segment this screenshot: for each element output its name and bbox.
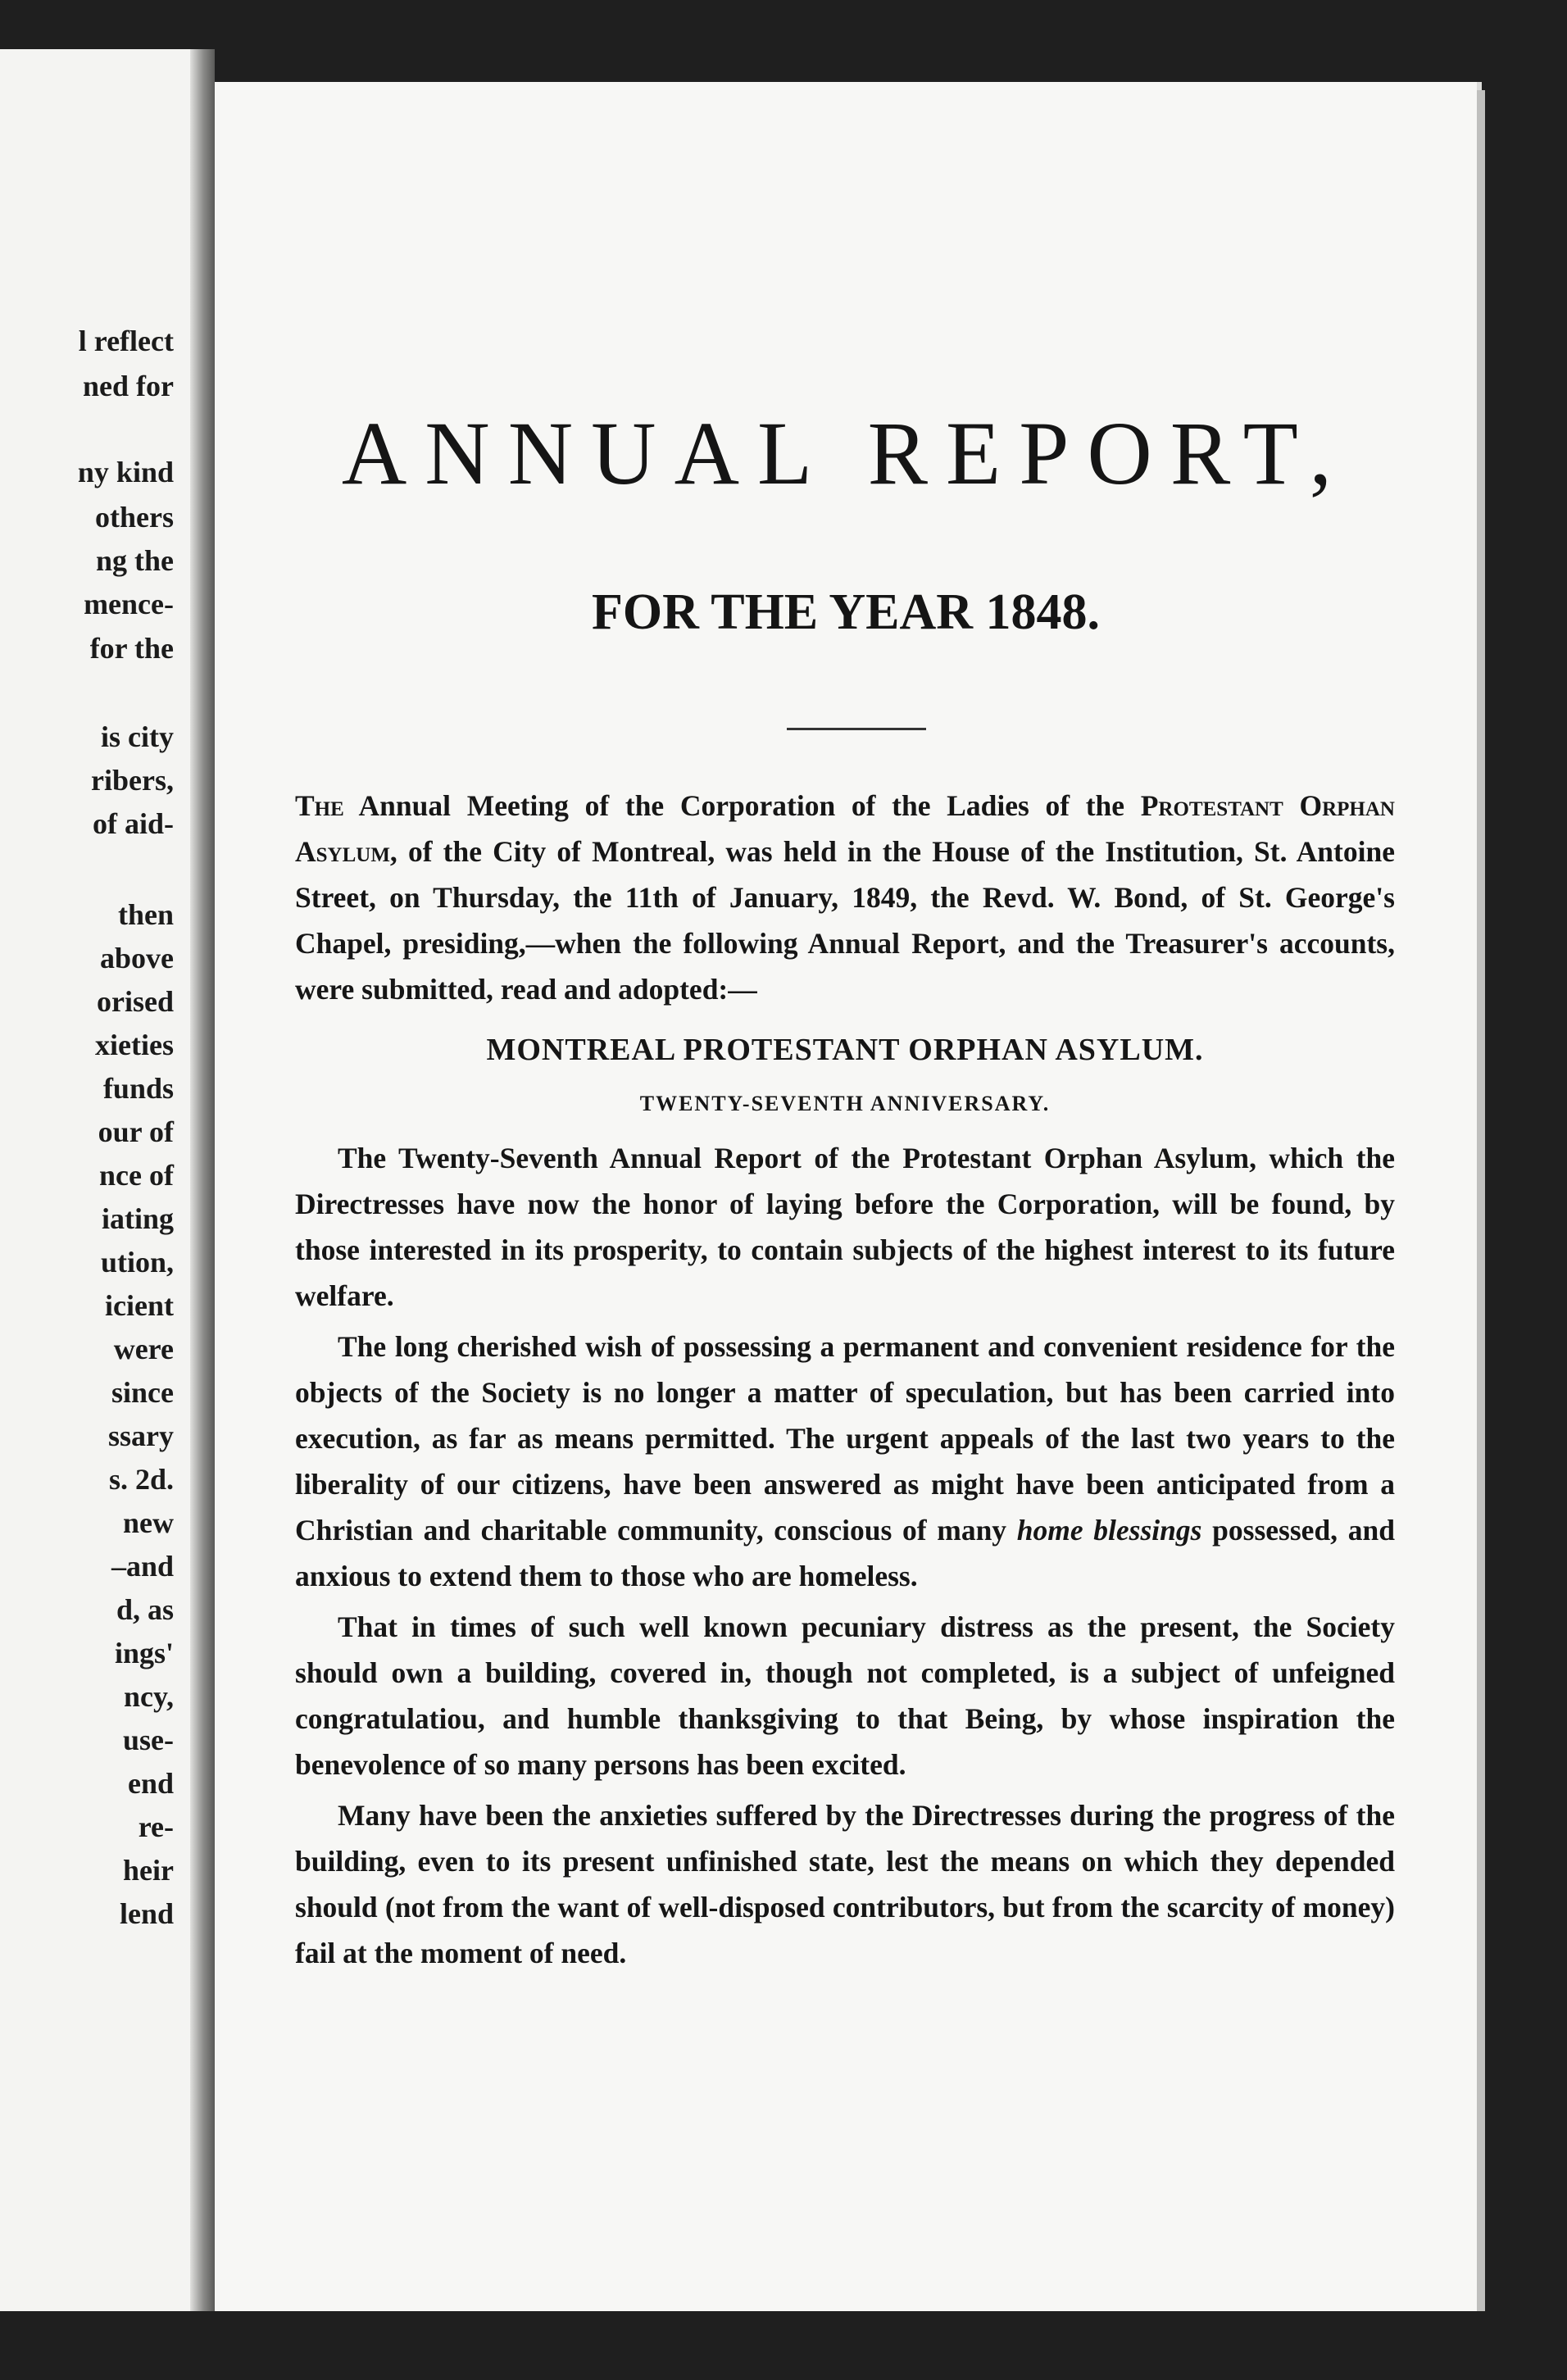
left-fragment: since — [111, 1376, 174, 1409]
paragraph-3: That in times of such well known pecuniary distress as the present, the Society should own a building, covered in, though not completed, is a subject of unfeigned congratulatiou, and humble thanksgiving to that Being, by whose inspiration the benevolence of so many persons has been excited. — [295, 1610, 1395, 1781]
left-fragment: iating — [101, 1202, 174, 1235]
section-subheading: TWENTY-SEVENTH ANNIVERSARY. — [639, 1092, 1051, 1115]
left-fragment: use- — [123, 1724, 174, 1756]
left-fragment: ribers, — [91, 764, 174, 797]
book-gutter — [190, 49, 215, 2311]
left-fragment: ng the — [95, 544, 174, 577]
left-fragment: our of — [98, 1115, 174, 1148]
left-fragment: were — [113, 1333, 174, 1365]
paragraph-4: Many have been the anxieties suffered by the Directresses during the progress of the building, even to its present unfinished state, lest the means on which they depended should (not from the want of well-disposed contributors, but from the scarcity of money) fail at the moment of need. — [295, 1799, 1395, 1969]
left-fragment: ny kind — [77, 456, 174, 488]
left-fragment: above — [100, 942, 174, 974]
intro-the: The — [295, 789, 344, 822]
left-fragment: s. 2d. — [108, 1463, 174, 1496]
left-fragment: d, as — [116, 1593, 174, 1626]
report-body — [295, 783, 1395, 1981]
left-fragment: –and — [111, 1550, 174, 1583]
left-fragment: funds — [102, 1072, 174, 1105]
left-fragment: end — [127, 1767, 174, 1800]
left-fragment: ned for — [83, 370, 174, 402]
left-fragment: others — [95, 501, 174, 534]
intro-text-2: of the City of Montreal, was held in the House of the Institution, St. Antoine Street, on Thursday, the 11th of January, 1849, the Revd. W. Bond, of St. George's Chapel, presiding,—when the following Annual Report, and the Treasurer's accounts, were submitted, read and adopted:— — [295, 835, 1395, 1006]
left-fragment: ings' — [114, 1637, 174, 1669]
left-fragment: xieties — [95, 1029, 174, 1061]
paragraph-1: The Twenty-Seventh Annual Report of the Protestant Orphan Asylum, which the Directresses have now the honor of laying before the Corporation, will be found, by those interested in its prosperity, to contain subjects of the highest interest to its future welfare. — [295, 1142, 1395, 1312]
left-fragment: is city — [101, 720, 174, 753]
paragraph-2-text-1: The long cherished wish of possessing a permanent and convenient residence for the objects of the Society is no longer a matter of speculation, but has been carried into execution, as far as means permitted. The urgent appeals of the last two years to the liberality of our citizens, have been answered as might have been anticipated from a Christian and charitable community, conscious of many — [295, 1330, 1395, 1547]
left-fragment: re- — [138, 1810, 174, 1843]
left-fragment: of aid- — [93, 807, 174, 840]
intro-institution-name: Protestant Orphan Asylum, — [295, 789, 1395, 868]
left-fragment: mence- — [84, 588, 174, 620]
section-heading: MONTREAL PROTESTANT ORPHAN ASYLUM. — [486, 1033, 1204, 1067]
left-fragment: nce of — [99, 1159, 174, 1192]
left-facing-page — [0, 49, 190, 2311]
left-fragment: new — [123, 1506, 174, 1539]
left-fragment: then — [117, 898, 174, 931]
paragraph-2-italic: home blessings — [1016, 1514, 1202, 1547]
paragraph-2 — [295, 1324, 1395, 1599]
intro-paragraph — [295, 783, 1395, 1012]
divider-rule — [787, 728, 926, 730]
left-fragment: ncy, — [123, 1680, 174, 1713]
page-edge — [1477, 90, 1485, 2311]
left-fragment: ssary — [108, 1419, 174, 1452]
page-subtitle: FOR THE YEAR 1848. — [591, 584, 1101, 640]
left-fragment: lend — [119, 1897, 174, 1930]
left-fragment: l reflect — [78, 325, 174, 357]
left-fragment: heir — [123, 1854, 174, 1887]
left-fragment: icient — [105, 1289, 174, 1322]
left-fragment: ution, — [100, 1246, 174, 1279]
left-fragment: orised — [97, 985, 174, 1018]
report-page — [215, 82, 1477, 2311]
paragraph-2-text-2: possessed, and anxious to extend them to those who are homeless. — [295, 1514, 1395, 1592]
intro-text-1: Annual Meeting of the Corporation of the Ladies of the — [343, 789, 1141, 822]
page-title: ANNUAL REPORT, — [341, 403, 1351, 503]
left-fragment: for the — [89, 632, 174, 665]
